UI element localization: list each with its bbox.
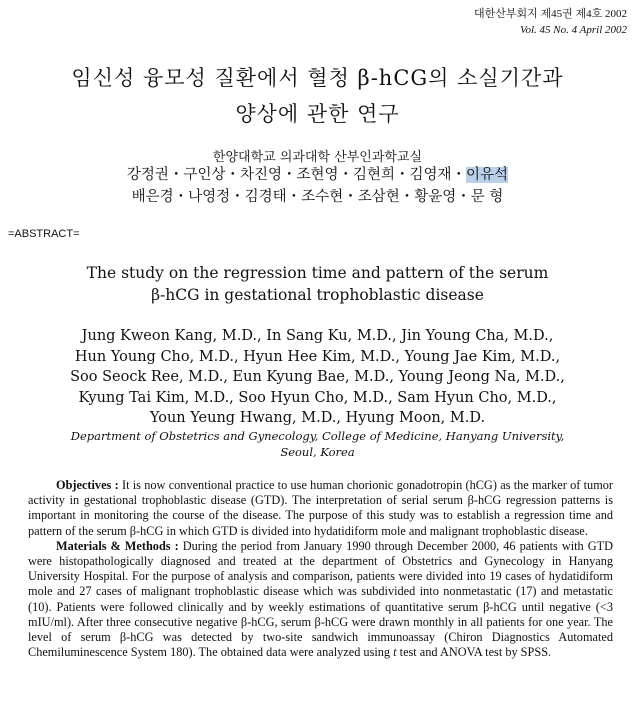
methods-t-italic: t bbox=[393, 645, 397, 660]
abstract-body bbox=[28, 478, 613, 660]
korean-title bbox=[0, 60, 635, 132]
korean-authors-line1 bbox=[0, 164, 635, 186]
english-title-line2: β-hCG in gestational trophoblastic disease bbox=[151, 286, 484, 304]
department-line1: Department of Obstetrics and Gynecology, College of Medicine, Hanyang University, bbox=[70, 429, 565, 443]
english-author-line: Jung Kweon Kang, M.D., In Sang Ku, M.D., Jin Young Cha, M.D., bbox=[81, 328, 554, 344]
department-affiliation bbox=[0, 428, 635, 460]
korean-authors-line2: 배은경・나영정・김경태・조수현・조삼현・황윤영・문 형 bbox=[131, 189, 504, 205]
journal-volume-line: Vol. 45 No. 4 April 2002 bbox=[519, 24, 627, 36]
objectives-text: It is now conventional practice to use human chorionic gonadotropin (hCG) as the marker of tumor activity in gestational trophoblastic disease (GTD). The interpretation of serial serum β-hCG regression patterns is important in monitoring the course of the disease. The purpose of this study was to establish a regression time and pattern of the serum β-hCG in which GTD is divided into hydatidiform mole and malignant trophoblastic disease. bbox=[28, 478, 613, 538]
english-author-line: Soo Seock Ree, M.D., Eun Kyung Bae, M.D., Young Jeong Na, M.D., bbox=[70, 369, 565, 385]
english-author-line: Kyung Tai Kim, M.D., Soo Hyun Cho, M.D., Sam Hyun Cho, M.D., bbox=[78, 389, 557, 406]
korean-title-line1: 임신성 융모성 질환에서 혈청 β-hCG의 소실기간과 bbox=[71, 66, 564, 90]
abstract-label: =ABSTRACT= bbox=[8, 228, 80, 240]
objectives-label: Objectives : bbox=[56, 478, 119, 492]
korean-affiliation: 한양대학교 의과대학 산부인과학교실 bbox=[212, 150, 423, 165]
korean-authors bbox=[0, 164, 635, 208]
methods-paragraph bbox=[28, 539, 613, 661]
english-author-line: Youn Yeung Hwang, M.D., Hyung Moon, M.D. bbox=[149, 410, 486, 426]
english-author-line: Hun Young Cho, M.D., Hyun Hee Kim, M.D., Young Jae Kim, M.D., bbox=[74, 348, 561, 365]
objectives-paragraph bbox=[28, 478, 613, 539]
department-line2: Seoul, Korea bbox=[280, 445, 355, 459]
highlighted-author[interactable]: 이유석 bbox=[466, 167, 509, 183]
journal-header bbox=[474, 6, 627, 38]
korean-authors-line1-text: 강정권・구인상・차진영・조현영・김현희・김영재・ bbox=[126, 167, 467, 183]
methods-text: During the period from January 1990 through December 2000, 46 patients with GTD were histopathologically diagnosed and treated at the department of Obstetrics and Gynecology in Hanyang University Hospital. For the purpose of analysis and comparison, patients were divided into 19 cases of hydatidiform mole and 27 cases of malignant trophoblastic disease which was subdivided into nonmetastatic (17) and metastatic (10). Patients were followed clinically and by weekly estimations of quantitative serum β-hCG until negative (<3 mIU/ml). After three consecutive negative β-hCG, serum β-hCG were drawn monthly in all patients for one year. The level of serum β-hCG was detected by two-site sandwich immunoassay (Chiron Diagnostics Automated Chemiluminescence System 180). The obtained data were analyzed using bbox=[28, 538, 613, 660]
english-title bbox=[0, 262, 635, 306]
korean-title-line2: 양상에 관한 연구 bbox=[235, 102, 400, 126]
methods-label: Materials & Methods : bbox=[56, 538, 179, 553]
journal-name-line: 대한산부회지 제45권 제4호 2002 bbox=[473, 8, 627, 20]
english-authors bbox=[0, 326, 635, 429]
methods-text-end: test and ANOVA test by SPSS. bbox=[396, 645, 552, 660]
english-title-line1: The study on the regression time and pattern of the serum bbox=[86, 264, 549, 282]
